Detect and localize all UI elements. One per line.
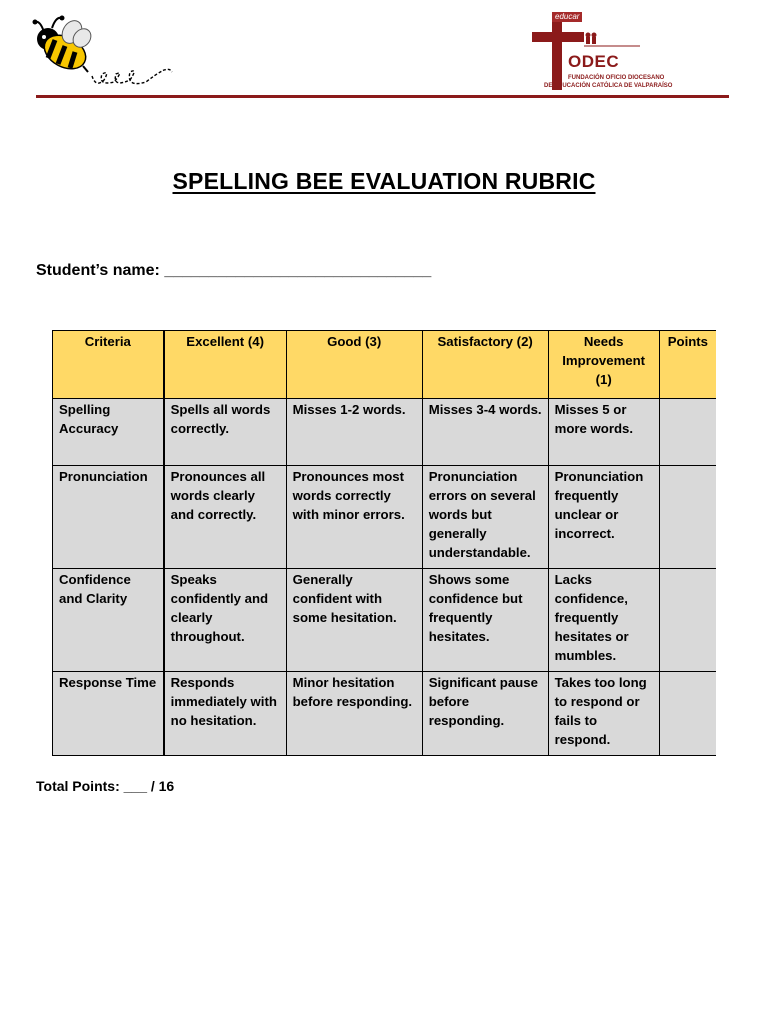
rubric-table	[52, 330, 716, 756]
odec-subtitle-line-2: DE EDUCACIÓN CATÓLICA DE VALPARAÍSO	[544, 83, 673, 89]
excellent-cell: Speaks confidently and clearly throughout.	[164, 569, 286, 672]
page-title: SPELLING BEE EVALUATION RUBRIC	[172, 168, 596, 194]
excellent-cell: Spells all words correctly.	[164, 399, 286, 466]
points-cell[interactable]	[659, 672, 716, 756]
satisfactory-cell: Pronunciation errors on several words but generally understandable.	[422, 466, 548, 569]
header-good: Good (3)	[286, 331, 422, 399]
points-cell[interactable]	[659, 569, 716, 672]
criteria-cell: Confidence and Clarity	[53, 569, 164, 672]
header-excellent: Excellent (4)	[164, 331, 286, 399]
total-points: Total Points: ___ / 16	[36, 778, 175, 794]
good-cell: Generally confident with some hesitation.	[286, 569, 422, 672]
student-name-field[interactable]: Student’s name: ______________________________	[36, 262, 432, 279]
header-needs-improvement: Needs Improvement (1)	[548, 331, 659, 399]
needs-improvement-cell: Misses 5 or more words.	[548, 399, 659, 466]
educar-tag: educar	[552, 12, 582, 22]
satisfactory-cell: Shows some confidence but frequently hesitates.	[422, 569, 548, 672]
odec-logo-text: ODEC	[568, 52, 620, 71]
table-header-row	[53, 331, 717, 399]
satisfactory-cell: Significant pause before responding.	[422, 672, 548, 756]
points-cell[interactable]	[659, 466, 716, 569]
excellent-cell: Pronounces all words clearly and correctly.	[164, 466, 286, 569]
header-satisfactory: Satisfactory (2)	[422, 331, 548, 399]
satisfactory-cell: Misses 3-4 words.	[422, 399, 548, 466]
criteria-cell: Response Time	[53, 672, 164, 756]
needs-improvement-cell: Pronunciation frequently unclear or incorrect.	[548, 466, 659, 569]
header-points: Points	[659, 331, 716, 399]
needs-improvement-cell: Lacks confidence, frequently hesitates or mumbles.	[548, 569, 659, 672]
odec-subtitle-line-1: FUNDACIÓN OFICIO DIOCESANO	[568, 75, 665, 81]
table-row	[53, 569, 717, 672]
header-divider	[36, 95, 729, 98]
excellent-cell: Responds immediately with no hesitation.	[164, 672, 286, 756]
table-row	[53, 672, 717, 756]
good-cell: Misses 1-2 words.	[286, 399, 422, 466]
bee-icon	[30, 10, 175, 92]
header-criteria: Criteria	[53, 331, 164, 399]
criteria-cell: Spelling Accuracy	[53, 399, 164, 466]
criteria-cell: Pronunciation	[53, 466, 164, 569]
points-cell[interactable]	[659, 399, 716, 466]
needs-improvement-cell: Takes too long to respond or fails to respond.	[548, 672, 659, 756]
good-cell: Pronounces most words correctly with minor errors.	[286, 466, 422, 569]
good-cell: Minor hesitation before responding.	[286, 672, 422, 756]
table-row	[53, 399, 717, 466]
table-row	[53, 466, 717, 569]
